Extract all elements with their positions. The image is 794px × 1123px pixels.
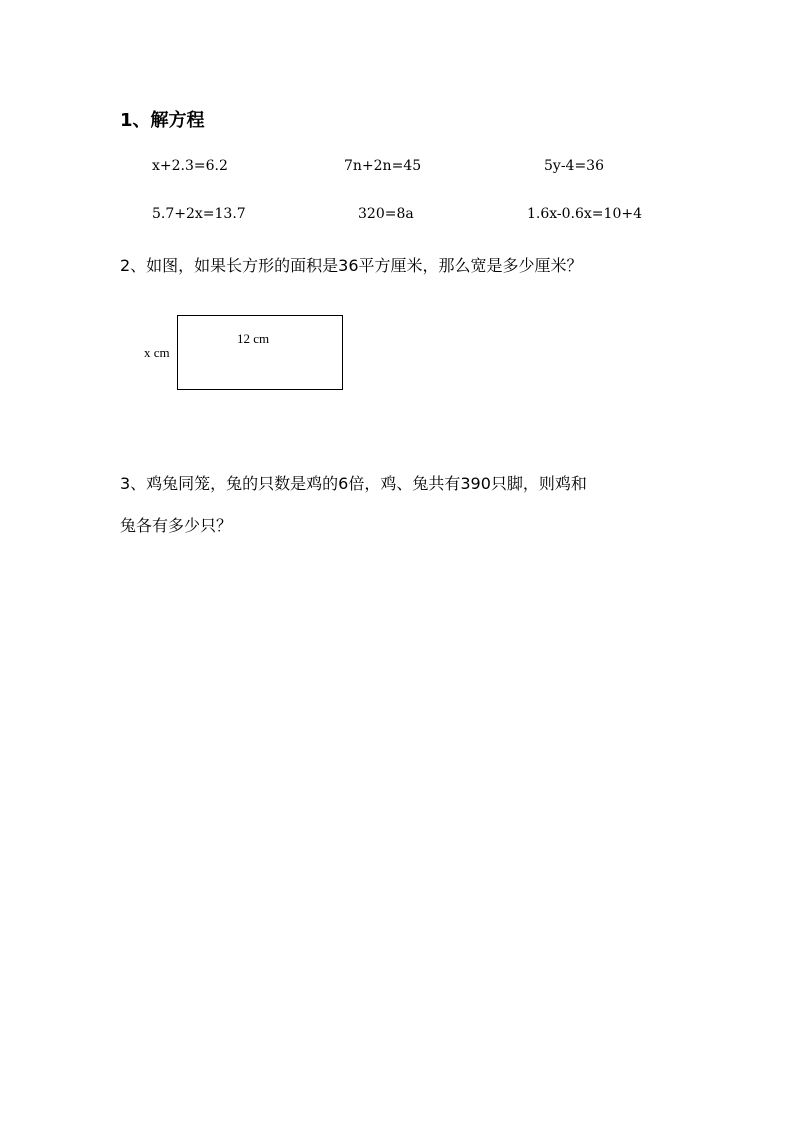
length-label: 12 cm	[237, 331, 270, 346]
question-1-title: 1、解方程	[120, 110, 205, 131]
width-label: x cm	[144, 345, 170, 360]
question-2-text: 2、如图，如果长方形的面积是36平方厘米，那么宽是多少厘米？	[120, 256, 583, 275]
equation-3: 5y-4=36	[544, 158, 604, 174]
equation-4: 5.7+2x=13.7	[152, 206, 246, 222]
rectangle-shape	[177, 315, 343, 390]
equation-2: 7n+2n=45	[344, 158, 422, 174]
equation-1: x+2.3=6.2	[152, 158, 228, 174]
equation-5: 320=8a	[358, 206, 414, 222]
equation-6: 1.6x-0.6x=10+4	[527, 206, 642, 222]
question-3-line-1: 3、鸡兔同笼，兔的只数是鸡的6倍，鸡、兔共有390只脚，则鸡和	[120, 474, 587, 493]
question-3-line-2: 兔各有多少只？	[120, 516, 233, 535]
